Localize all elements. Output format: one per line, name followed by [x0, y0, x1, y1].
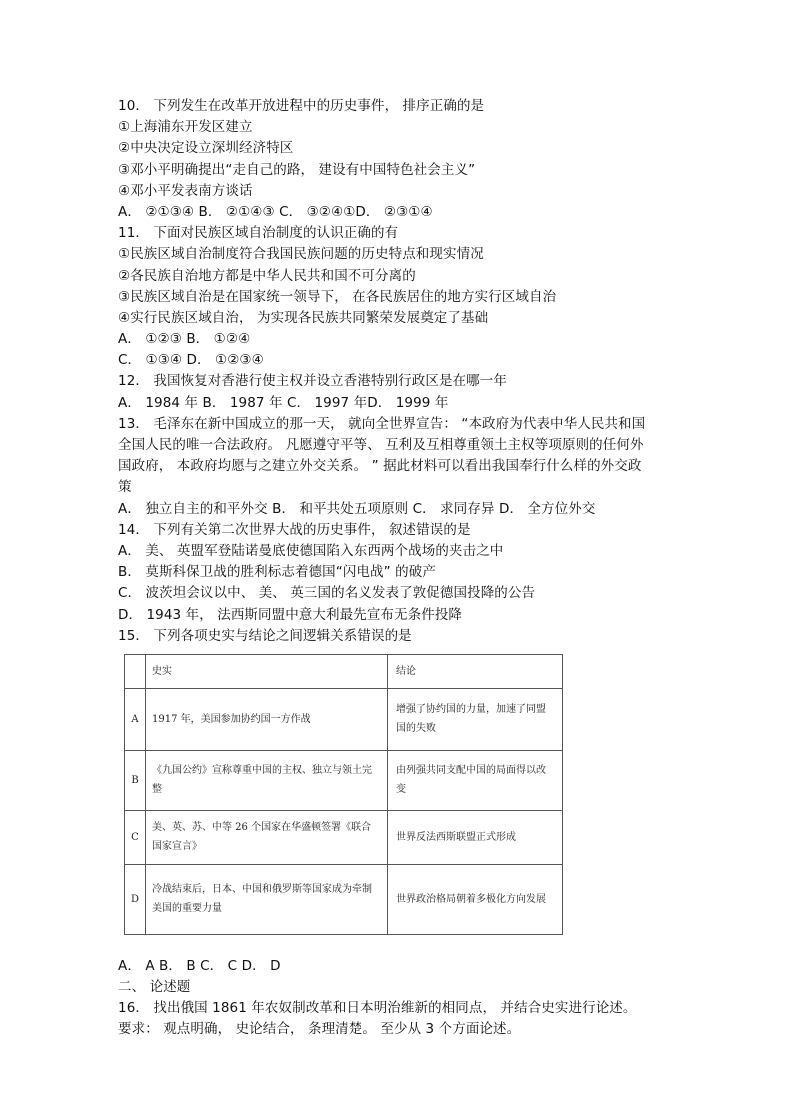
q11-stem: 11． 下面对民族区域自治制度的认识正确的有	[118, 225, 399, 242]
q11-item-1: ①民族区域自治制度符合我国民族问题的历史特点和现实情况	[118, 246, 484, 263]
row-conclusion: 由列强共同支配中国的局面得以改变	[388, 750, 563, 810]
q13-options: A． 独立自主的和平外交 B． 和平共处五项原则 C． 求同存异 D． 全方位外交	[118, 500, 596, 517]
q14-option-c: C． 波茨坦会议以中、 美、 英三国的名义发表了敦促德国投降的公告	[118, 585, 536, 602]
q11-item-3: ③民族区域自治是在国家统一领导下， 在各民族居住的地方实行区域自治	[118, 288, 557, 305]
q11-options-1: A． ①②③ B． ①②④	[118, 331, 251, 348]
q14-option-b: B． 莫斯科保卫战的胜利标志着德国“闪电战” 的破产	[118, 564, 436, 581]
row-conclusion: 增强了协约国的力量，加速了同盟国的失败	[388, 688, 563, 750]
q13-stem-line-4: 策	[118, 479, 132, 496]
table-row	[125, 810, 563, 864]
table-header-row	[125, 654, 563, 688]
q12-stem: 12． 我国恢复对香港行使主权并设立香港特别行政区是在哪一年	[118, 373, 507, 390]
q12-options: A． 1984 年 B． 1987 年 C． 1997 年D． 1999 年	[118, 394, 449, 411]
q10-item-4: ④邓小平发表南方谈话	[118, 182, 253, 199]
row-label: A	[125, 688, 146, 750]
row-fact: 《九国公约》宣称尊重中国的主权、独立与领土完整	[146, 750, 388, 810]
table-row	[125, 688, 563, 750]
exam-page	[118, 96, 678, 1041]
q11-item-4: ④实行民族区域自治， 为实现各民族共同繁荣发展奠定了基础	[118, 309, 489, 326]
table-header-fact: 史实	[146, 654, 388, 688]
table-header-blank	[125, 654, 146, 688]
q15-table	[124, 654, 563, 935]
q11-item-2: ②各民族自治地方都是中华人民共和国不可分离的	[118, 267, 416, 284]
q10-item-1: ①上海浦东开发区建立	[118, 119, 253, 136]
section-2-title: 二、 论述题	[118, 979, 191, 996]
q13-stem-line-2: 全国人民的唯一合法政府。 凡愿遵守平等、 互利及互相尊重领土主权等项原则的任何外	[118, 437, 644, 453]
q11-options-2: C． ①③④ D． ①②③④	[118, 352, 264, 369]
row-fact: 1917 年，美国参加协约国一方作战	[146, 688, 388, 750]
q14-option-d: D． 1943 年， 法西斯同盟中意大利最先宣布无条件投降	[118, 606, 463, 623]
row-fact: 美、英、苏、中等 26 个国家在华盛顿签署《联合国家宣言》	[146, 810, 388, 864]
q10-stem: 10． 下列发生在改革开放进程中的历史事件， 排序正确的是	[118, 98, 485, 114]
q15-options: A． A B． B C． C D． D	[118, 957, 281, 974]
q10-item-2: ②中央决定设立深圳经济特区	[118, 140, 294, 157]
q16-requirement: 要求： 观点明确， 史论结合， 条理清楚。 至少从 3 个方面论述。	[118, 1021, 521, 1038]
q14-stem: 14． 下列有关第二次世界大战的历史事件， 叙述错误的是	[118, 521, 471, 538]
row-fact: 冷战结束后，日本、中国和俄罗斯等国家成为牵制美国的重要力量	[146, 864, 388, 934]
q13-stem-line-1: 13． 毛泽东在新中国成立的那一天， 就向全世界宣告： “本政府为代表中华人民共和国	[118, 415, 646, 432]
q10-item-3: ③邓小平明确提出“走自己的路， 建设有中国特色社会主义”	[118, 161, 476, 178]
table-row	[125, 864, 563, 934]
q16-stem: 16． 找出俄国 1861 年农奴制改革和日本明治维新的相同点， 并结合史实进行论述。	[118, 1000, 637, 1017]
row-label: C	[125, 810, 146, 864]
row-conclusion: 世界政治格局朝着多极化方向发展	[388, 864, 563, 934]
row-conclusion: 世界反法西斯联盟正式形成	[388, 810, 563, 864]
table-row	[125, 750, 563, 810]
q10-options: A． ②①③④ B． ②①④③ C． ③②④①D． ②③①④	[118, 203, 433, 220]
row-label: D	[125, 864, 146, 934]
q13-stem-line-3: 国政府， 本政府均愿与之建立外交关系。 ” 据此材料可以看出我国奉行什么样的外交政	[118, 458, 642, 475]
table-header-conclusion: 结论	[388, 654, 563, 688]
row-label: B	[125, 750, 146, 810]
q14-option-a: A． 美、 英盟军登陆诺曼底使德国陷入东西两个战场的夹击之中	[118, 542, 504, 559]
q15-stem: 15． 下列各项史实与结论之间逻辑关系错误的是	[118, 627, 412, 644]
